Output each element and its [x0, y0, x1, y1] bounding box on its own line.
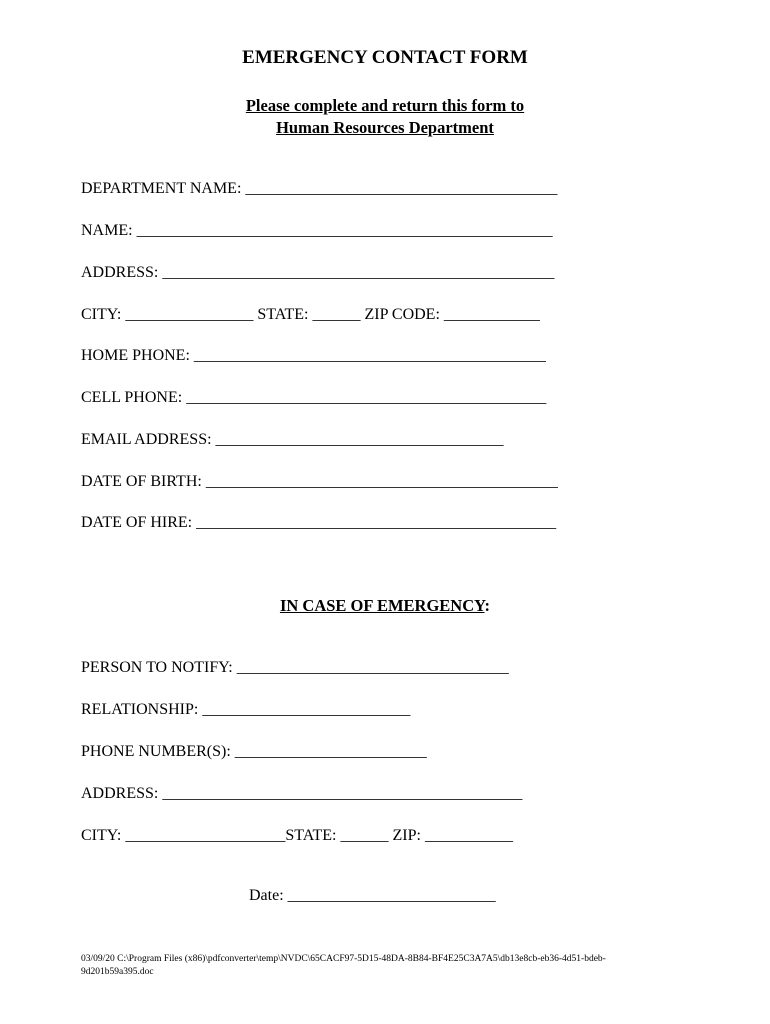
footer-line-2: 9d201b59a395.doc — [81, 967, 154, 977]
field-blank[interactable]: _________________________________________________ — [162, 264, 555, 281]
field-label: PHONE NUMBER(S): — [81, 743, 235, 760]
city-label: CITY: — [81, 306, 126, 323]
field-date-of-birth[interactable] — [81, 472, 558, 492]
zip-blank[interactable]: ____________ — [443, 306, 540, 323]
date-blank[interactable]: __________________________ — [287, 887, 496, 904]
field-label: NAME: — [81, 222, 137, 239]
field-person-to-notify[interactable] — [81, 658, 509, 678]
field-blank[interactable]: __________________________________ — [236, 659, 509, 676]
zip-label: ZIP: — [388, 827, 425, 844]
field-blank[interactable]: _______________________________________ — [245, 180, 558, 197]
field-blank[interactable]: __________________________ — [202, 701, 411, 718]
field-blank[interactable]: ____________________________________________ — [193, 347, 546, 364]
state-blank[interactable]: ______ — [340, 827, 389, 844]
field-blank[interactable]: ____________________________________________ — [205, 473, 558, 490]
zip-blank[interactable]: ___________ — [424, 827, 513, 844]
field-date-of-hire[interactable] — [81, 513, 556, 533]
field-name[interactable] — [81, 221, 553, 241]
zip-label: ZIP CODE: — [360, 306, 444, 323]
field-blank[interactable]: _____________________________________________ — [162, 785, 523, 802]
form-title: EMERGENCY CONTACT FORM — [242, 47, 528, 68]
state-label: STATE: — [253, 306, 313, 323]
emergency-heading-text: IN CASE OF EMERGENCY — [279, 596, 485, 615]
field-emergency-address[interactable] — [81, 784, 522, 804]
field-blank[interactable]: ____________________________________ — [215, 431, 504, 448]
city-blank[interactable]: ____________________ — [125, 827, 286, 844]
field-relationship[interactable] — [81, 700, 410, 720]
field-label: DATE OF BIRTH: — [81, 473, 206, 490]
field-city-state-zip[interactable] — [81, 305, 540, 325]
field-email-address[interactable] — [81, 430, 504, 450]
subtitle-line-2: Human Resources Department — [276, 118, 494, 137]
field-cell-phone[interactable] — [81, 388, 546, 408]
field-blank[interactable]: ________________________ — [234, 743, 427, 760]
field-label: DATE OF HIRE: — [81, 514, 197, 531]
city-blank[interactable]: ________________ — [125, 306, 254, 323]
file-path-footer — [81, 953, 681, 979]
field-label: PERSON TO NOTIFY: — [81, 659, 237, 676]
field-blank[interactable]: _____________________________________________ — [186, 389, 547, 406]
field-label: DEPARTMENT NAME: — [81, 180, 246, 197]
field-label: RELATIONSHIP: — [81, 701, 203, 718]
city-label: CITY: — [81, 827, 126, 844]
field-blank[interactable]: _____________________________________________ — [196, 514, 557, 531]
emergency-heading-colon: : — [484, 596, 491, 615]
field-blank[interactable]: ____________________________________________________ — [136, 222, 553, 239]
field-label: EMAIL ADDRESS: — [81, 431, 216, 448]
field-label: CELL PHONE: — [81, 389, 187, 406]
field-label: ADDRESS: — [81, 785, 163, 802]
field-emergency-city-state-zip[interactable] — [81, 826, 513, 846]
state-blank[interactable]: ______ — [312, 306, 361, 323]
subtitle-line-1: Please complete and return this form to — [245, 96, 525, 115]
field-department-name[interactable] — [81, 179, 557, 199]
date-label: Date: — [249, 887, 288, 904]
state-label: STATE: — [285, 827, 341, 844]
footer-line-1: 03/09/20 C:\Program Files (x86)\pdfconverter\temp\NVDC\65CACF97-5D15-48DA-8B84-BF4E25C3A7A5\db13e8cb-eb36-4d51-bdeb- — [81, 954, 606, 964]
field-home-phone[interactable] — [81, 346, 546, 366]
field-date[interactable] — [249, 887, 496, 905]
field-label: ADDRESS: — [81, 264, 163, 281]
field-label: HOME PHONE: — [81, 347, 194, 364]
field-phone-numbers[interactable] — [81, 742, 427, 762]
form-subtitle — [0, 95, 770, 139]
field-address[interactable] — [81, 263, 554, 283]
emergency-heading — [0, 596, 770, 616]
